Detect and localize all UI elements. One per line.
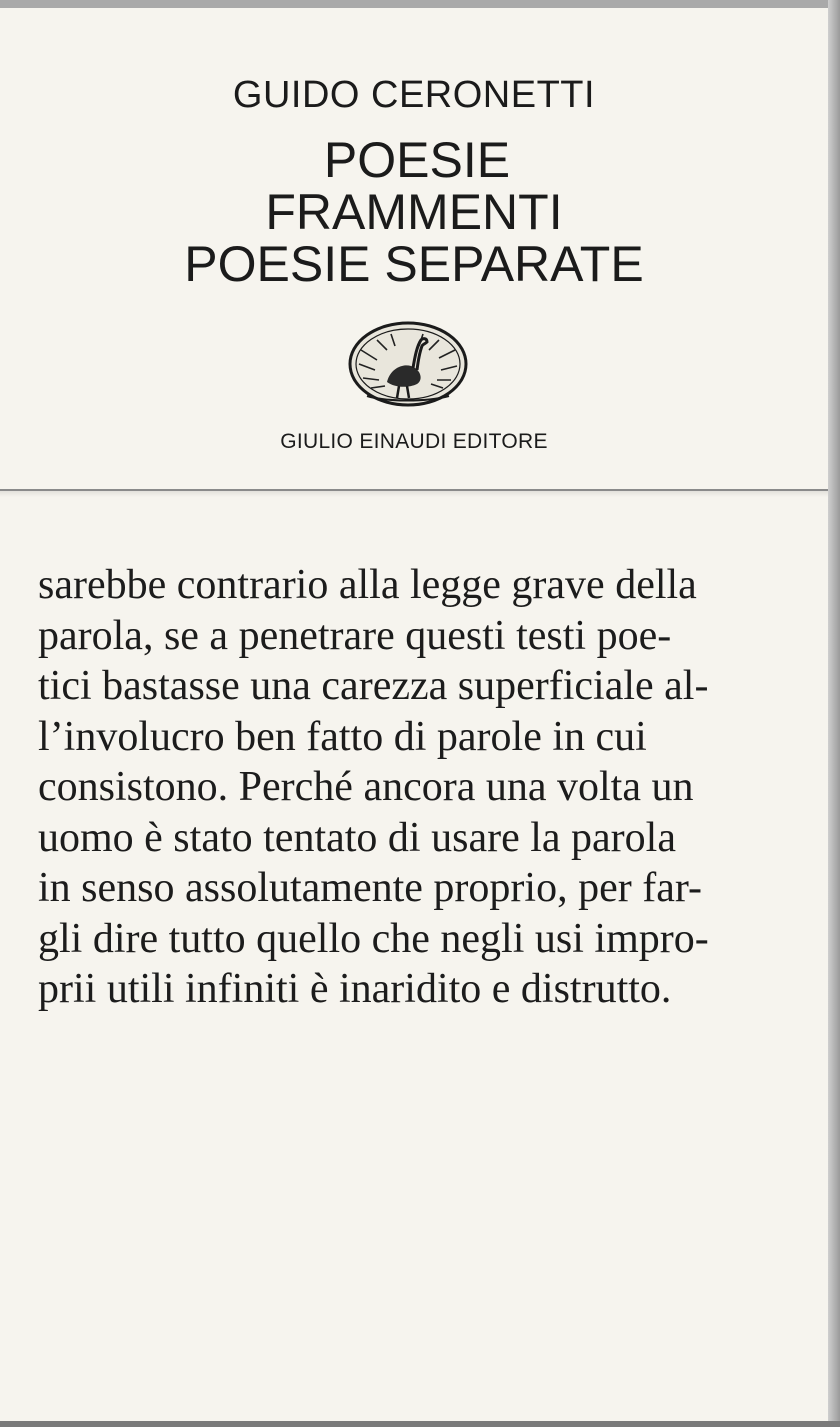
publisher-name: GIULIO EINAUDI EDITORE: [280, 430, 548, 453]
blurb-line: tici bastasse una carezza superficiale al-: [38, 663, 709, 709]
blurb-line: l’involucro ben fatto di parole in cui: [38, 713, 647, 760]
author-name: GUIDO CERONETTI: [232, 74, 596, 116]
book-cover: [0, 8, 828, 1421]
title-line-2: FRAMMENTI: [265, 184, 563, 240]
scan-bottom-edge: [0, 1421, 840, 1427]
scan-right-edge: [828, 0, 840, 1427]
ostrich-emblem-icon: [347, 320, 469, 408]
blurb-line: in senso assolutamente proprio, per far-: [38, 865, 702, 911]
title-line-1: POESIE: [323, 132, 511, 188]
back-blurb: [38, 560, 818, 1015]
blurb-line: parola, se a penetrare questi testi poe-: [38, 612, 672, 659]
book-title-block: [0, 134, 828, 290]
blurb-line: prii utili infiniti è inaridito e distrutto.: [38, 966, 672, 1012]
blurb-line: gli dire tutto quello che negli usi impro-: [38, 915, 709, 962]
title-line-3: POESIE SEPARATE: [184, 236, 644, 292]
band-shadow: [0, 491, 828, 497]
blurb-line: consistono. Perché ancora una volta un: [38, 764, 694, 810]
blurb-line: uomo è stato tentato di usare la parola: [38, 814, 676, 861]
blurb-line: sarebbe contrario alla legge grave della: [38, 562, 697, 608]
scan-top-edge: [0, 0, 840, 8]
